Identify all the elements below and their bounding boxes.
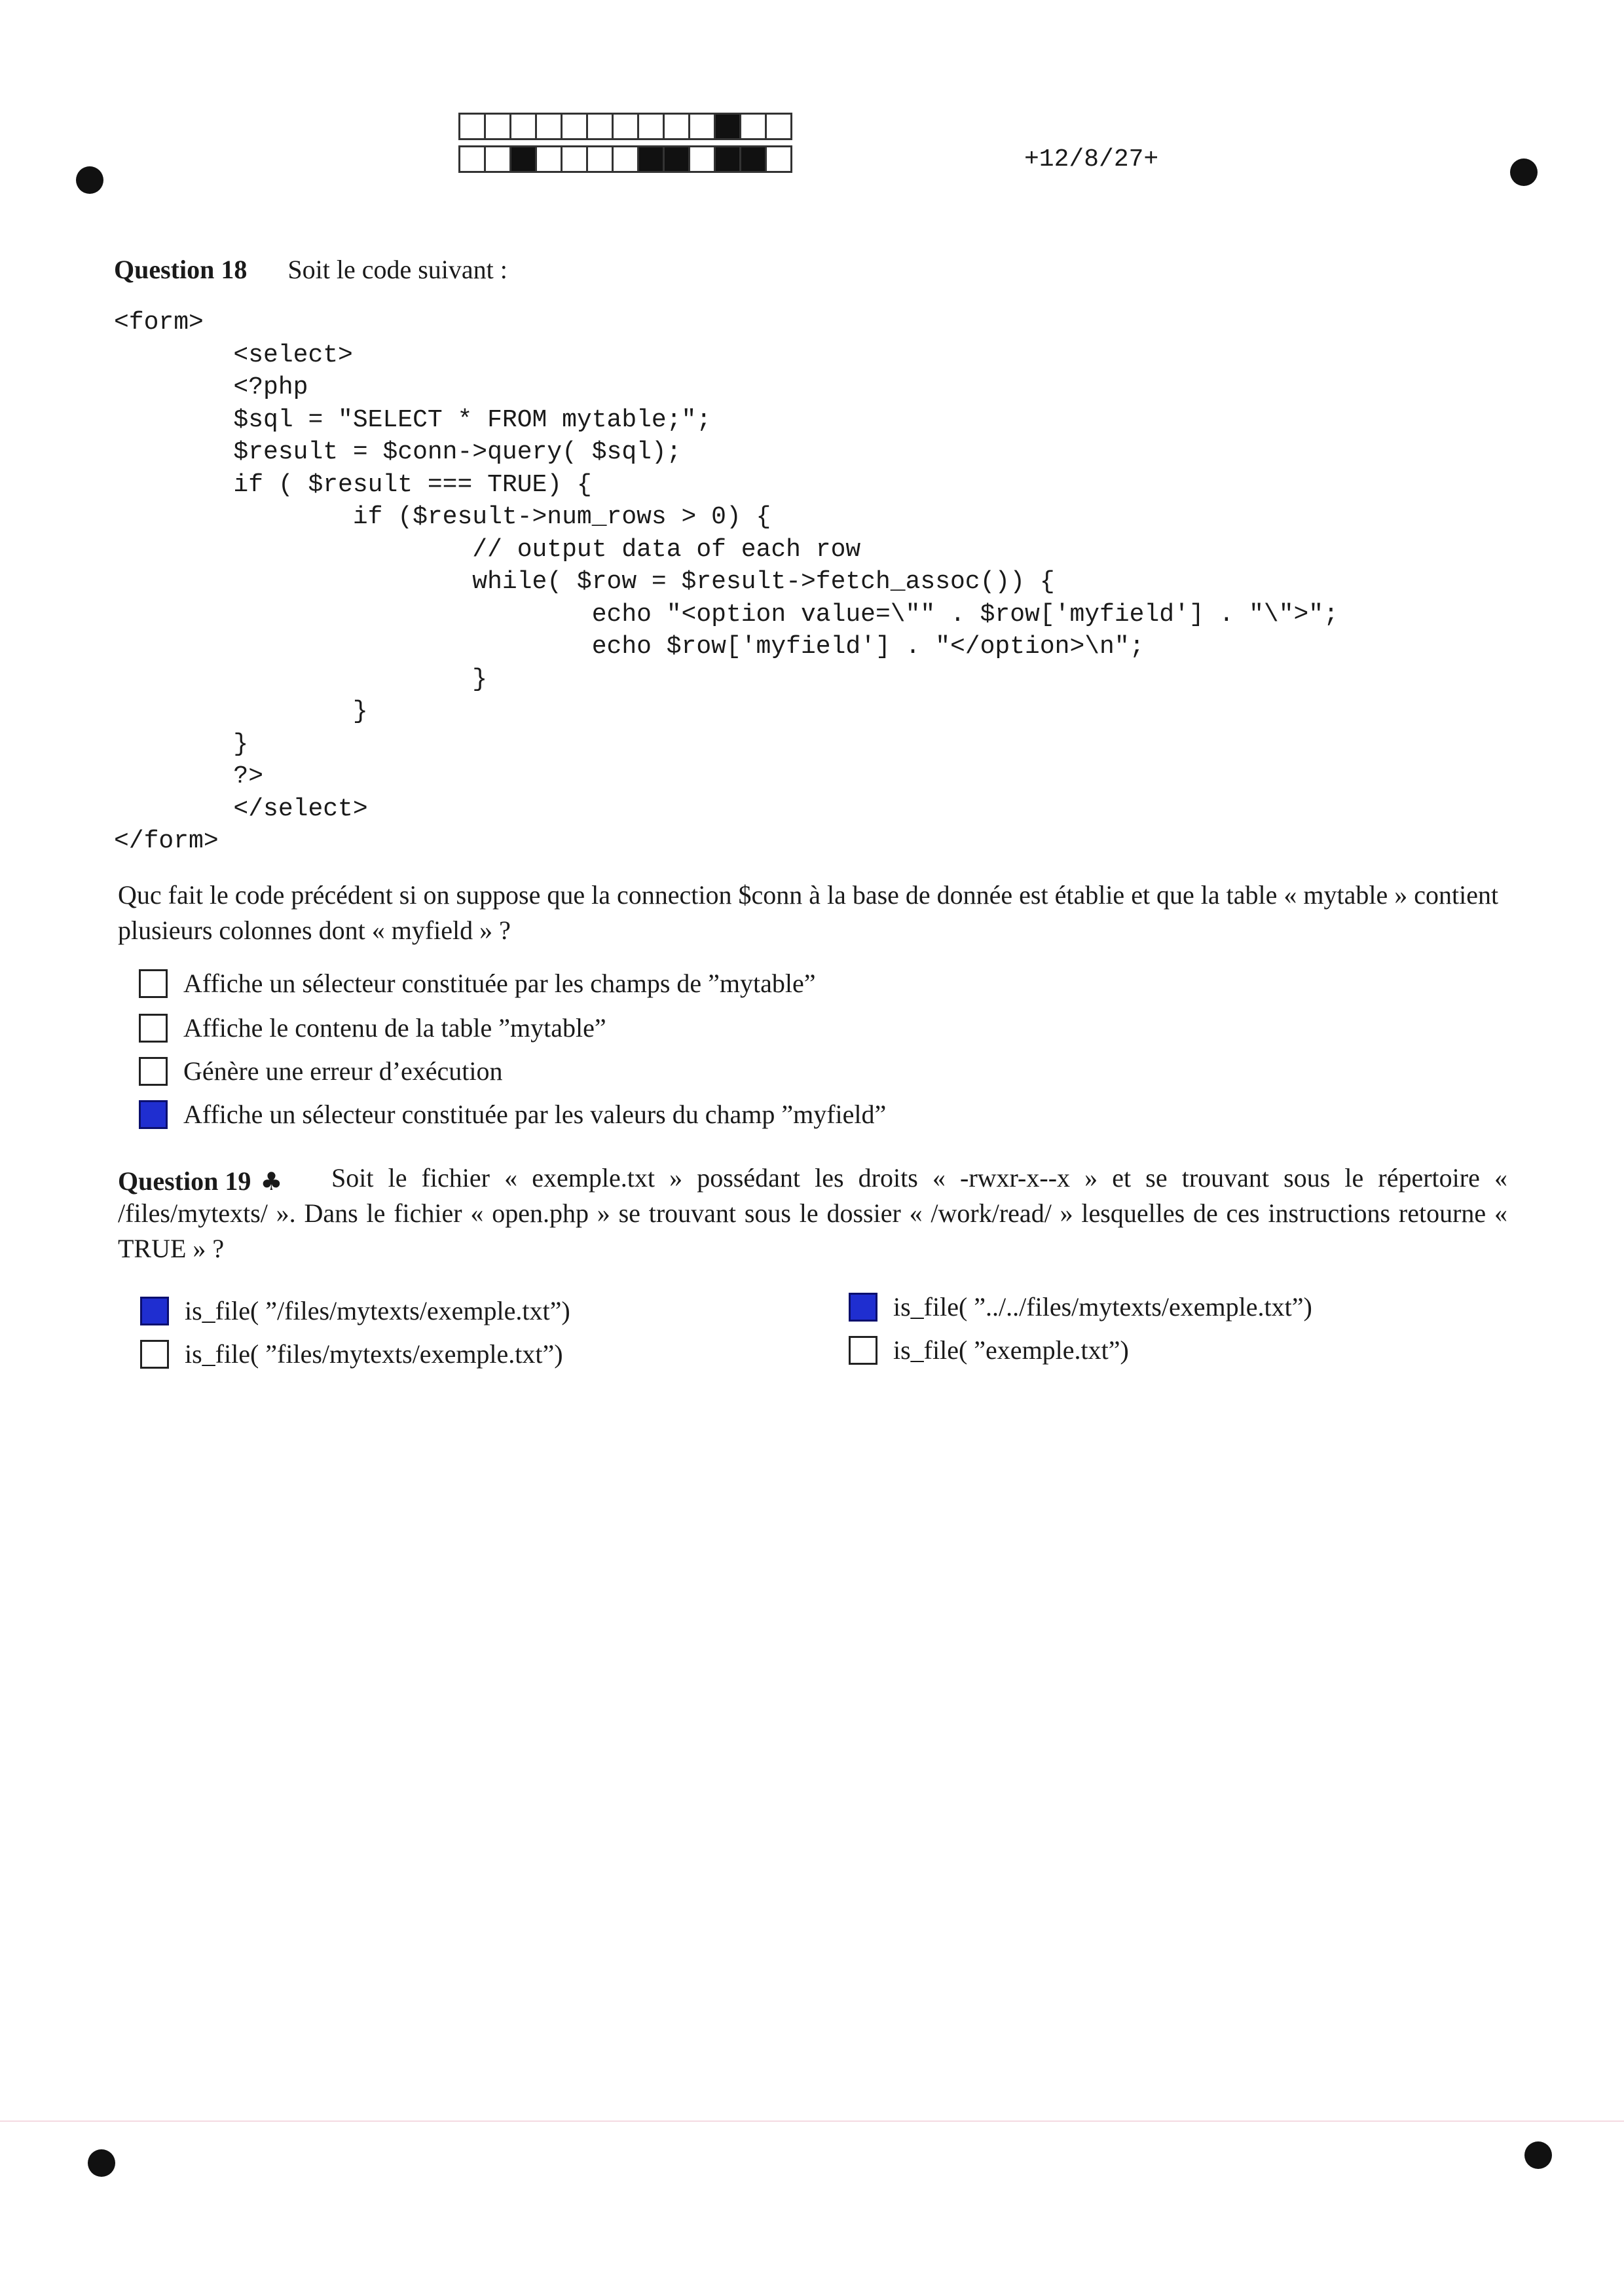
barcode-row1-cell bbox=[562, 114, 587, 139]
registration-mark-bottom-right bbox=[1524, 2141, 1552, 2169]
q18-option-3[interactable] bbox=[139, 1056, 503, 1086]
barcode-row2-cell bbox=[460, 147, 485, 172]
barcode-row-2 bbox=[458, 145, 792, 173]
barcode-row1-cell bbox=[587, 114, 613, 139]
q19-option-4-checkbox[interactable] bbox=[849, 1336, 877, 1365]
barcode-row1-cell bbox=[485, 114, 511, 139]
q19-option-2[interactable] bbox=[140, 1339, 563, 1369]
barcode-row2-cell bbox=[511, 147, 536, 172]
barcode-row2-cell bbox=[613, 147, 638, 172]
question-18-heading bbox=[114, 254, 507, 285]
barcode-row2-cell bbox=[766, 147, 792, 172]
question-18-text: Quc fait le code précédent si on suppose que la connection $conn à la base de donnée est établie et que la table « mytable » contient plusieurs colonnes dont « myfield » ? bbox=[118, 880, 1499, 945]
barcode-row2-cell bbox=[715, 147, 741, 172]
q18-option-4[interactable] bbox=[139, 1099, 886, 1130]
q18-option-1-label: Affiche un sélecteur constituée par les champs de ”mytable” bbox=[183, 969, 816, 998]
q18-option-1[interactable] bbox=[139, 968, 816, 999]
barcode-row1-cell bbox=[715, 114, 741, 139]
barcode-row2-cell bbox=[638, 147, 664, 172]
registration-mark-top-left bbox=[76, 166, 103, 194]
question-18-code: <form> <select> <?php $sql = "SELECT * FROM mytable;"; $result = $conn->query( $sql); if ( $result === TRUE) { if ($result->num_rows > 0) { // output data of each row while( $row = $result->fetch_assoc()) { echo "<option value=\"" . $row['myfield'] . "\">"; echo $row['myfield'] . "</option>\n"; } } } ?> </select> </form> bbox=[114, 308, 1338, 855]
question-18-intro: Soit le code suivant : bbox=[287, 255, 507, 284]
q19-option-2-label: is_file( ”files/mytexts/exemple.txt”) bbox=[185, 1339, 563, 1369]
barcode-row1-cell bbox=[741, 114, 766, 139]
barcode-row2-cell bbox=[587, 147, 613, 172]
barcode-row1-cell bbox=[511, 114, 536, 139]
scan-edge-line bbox=[0, 2120, 1624, 2122]
q19-option-3-checkbox[interactable] bbox=[849, 1293, 877, 1322]
q18-option-3-checkbox[interactable] bbox=[139, 1057, 168, 1086]
q18-option-2-label: Affiche le contenu de la table ”mytable” bbox=[183, 1013, 606, 1043]
barcode-row2-cell bbox=[562, 147, 587, 172]
q19-option-4-label: is_file( ”exemple.txt”) bbox=[893, 1335, 1129, 1365]
q18-option-2-checkbox[interactable] bbox=[139, 1014, 168, 1043]
q19-option-1[interactable] bbox=[140, 1295, 570, 1326]
question-18-label: Question 18 bbox=[114, 255, 248, 284]
q19-option-2-checkbox[interactable] bbox=[140, 1340, 169, 1369]
barcode-row1-cell bbox=[766, 114, 792, 139]
barcode-row2-cell bbox=[690, 147, 715, 172]
q19-option-3-label: is_file( ”../../files/mytexts/exemple.txt”) bbox=[893, 1292, 1312, 1322]
barcode-row-1 bbox=[458, 113, 792, 140]
q18-option-2[interactable] bbox=[139, 1012, 606, 1043]
registration-mark-top-right bbox=[1510, 158, 1538, 186]
q19-option-1-label: is_file( ”/files/mytexts/exemple.txt”) bbox=[185, 1296, 570, 1325]
barcode-row1-cell bbox=[664, 114, 690, 139]
barcode-row1-cell bbox=[460, 114, 485, 139]
barcode-row2-cell bbox=[741, 147, 766, 172]
q18-option-1-checkbox[interactable] bbox=[139, 969, 168, 998]
barcode-row1-cell bbox=[638, 114, 664, 139]
barcode-row1-cell bbox=[536, 114, 562, 139]
q19-option-1-checkbox[interactable] bbox=[140, 1297, 169, 1325]
q18-option-4-checkbox[interactable] bbox=[139, 1100, 168, 1129]
question-19-text: Soit le fichier « exemple.txt » possédant les droits « -rwxr-x--x » et se trouvant sous le répertoire « /files/mytexts/ ». Dans le fichier « open.php » se trouvant sous le dossier « /work/read/ » lesquelles de ces instructions retourne « TRUE » ? bbox=[118, 1163, 1507, 1263]
registration-mark-bottom-left bbox=[88, 2149, 115, 2177]
barcode-row1-cell bbox=[613, 114, 638, 139]
page-id: +12/8/27+ bbox=[1024, 145, 1159, 174]
barcode-row2-cell bbox=[485, 147, 511, 172]
barcode-row2-cell bbox=[664, 147, 690, 172]
q18-option-4-label: Affiche un sélecteur constituée par les valeurs du champ ”myfield” bbox=[183, 1100, 887, 1129]
q19-option-4[interactable] bbox=[849, 1335, 1129, 1365]
question-19-label: Question 19 bbox=[118, 1166, 251, 1196]
club-icon: ♣ bbox=[260, 1167, 283, 1196]
q19-option-3[interactable] bbox=[849, 1291, 1312, 1322]
barcode-row1-cell bbox=[690, 114, 715, 139]
barcode-row2-cell bbox=[536, 147, 562, 172]
q18-option-3-label: Génère une erreur d’exécution bbox=[183, 1056, 503, 1086]
